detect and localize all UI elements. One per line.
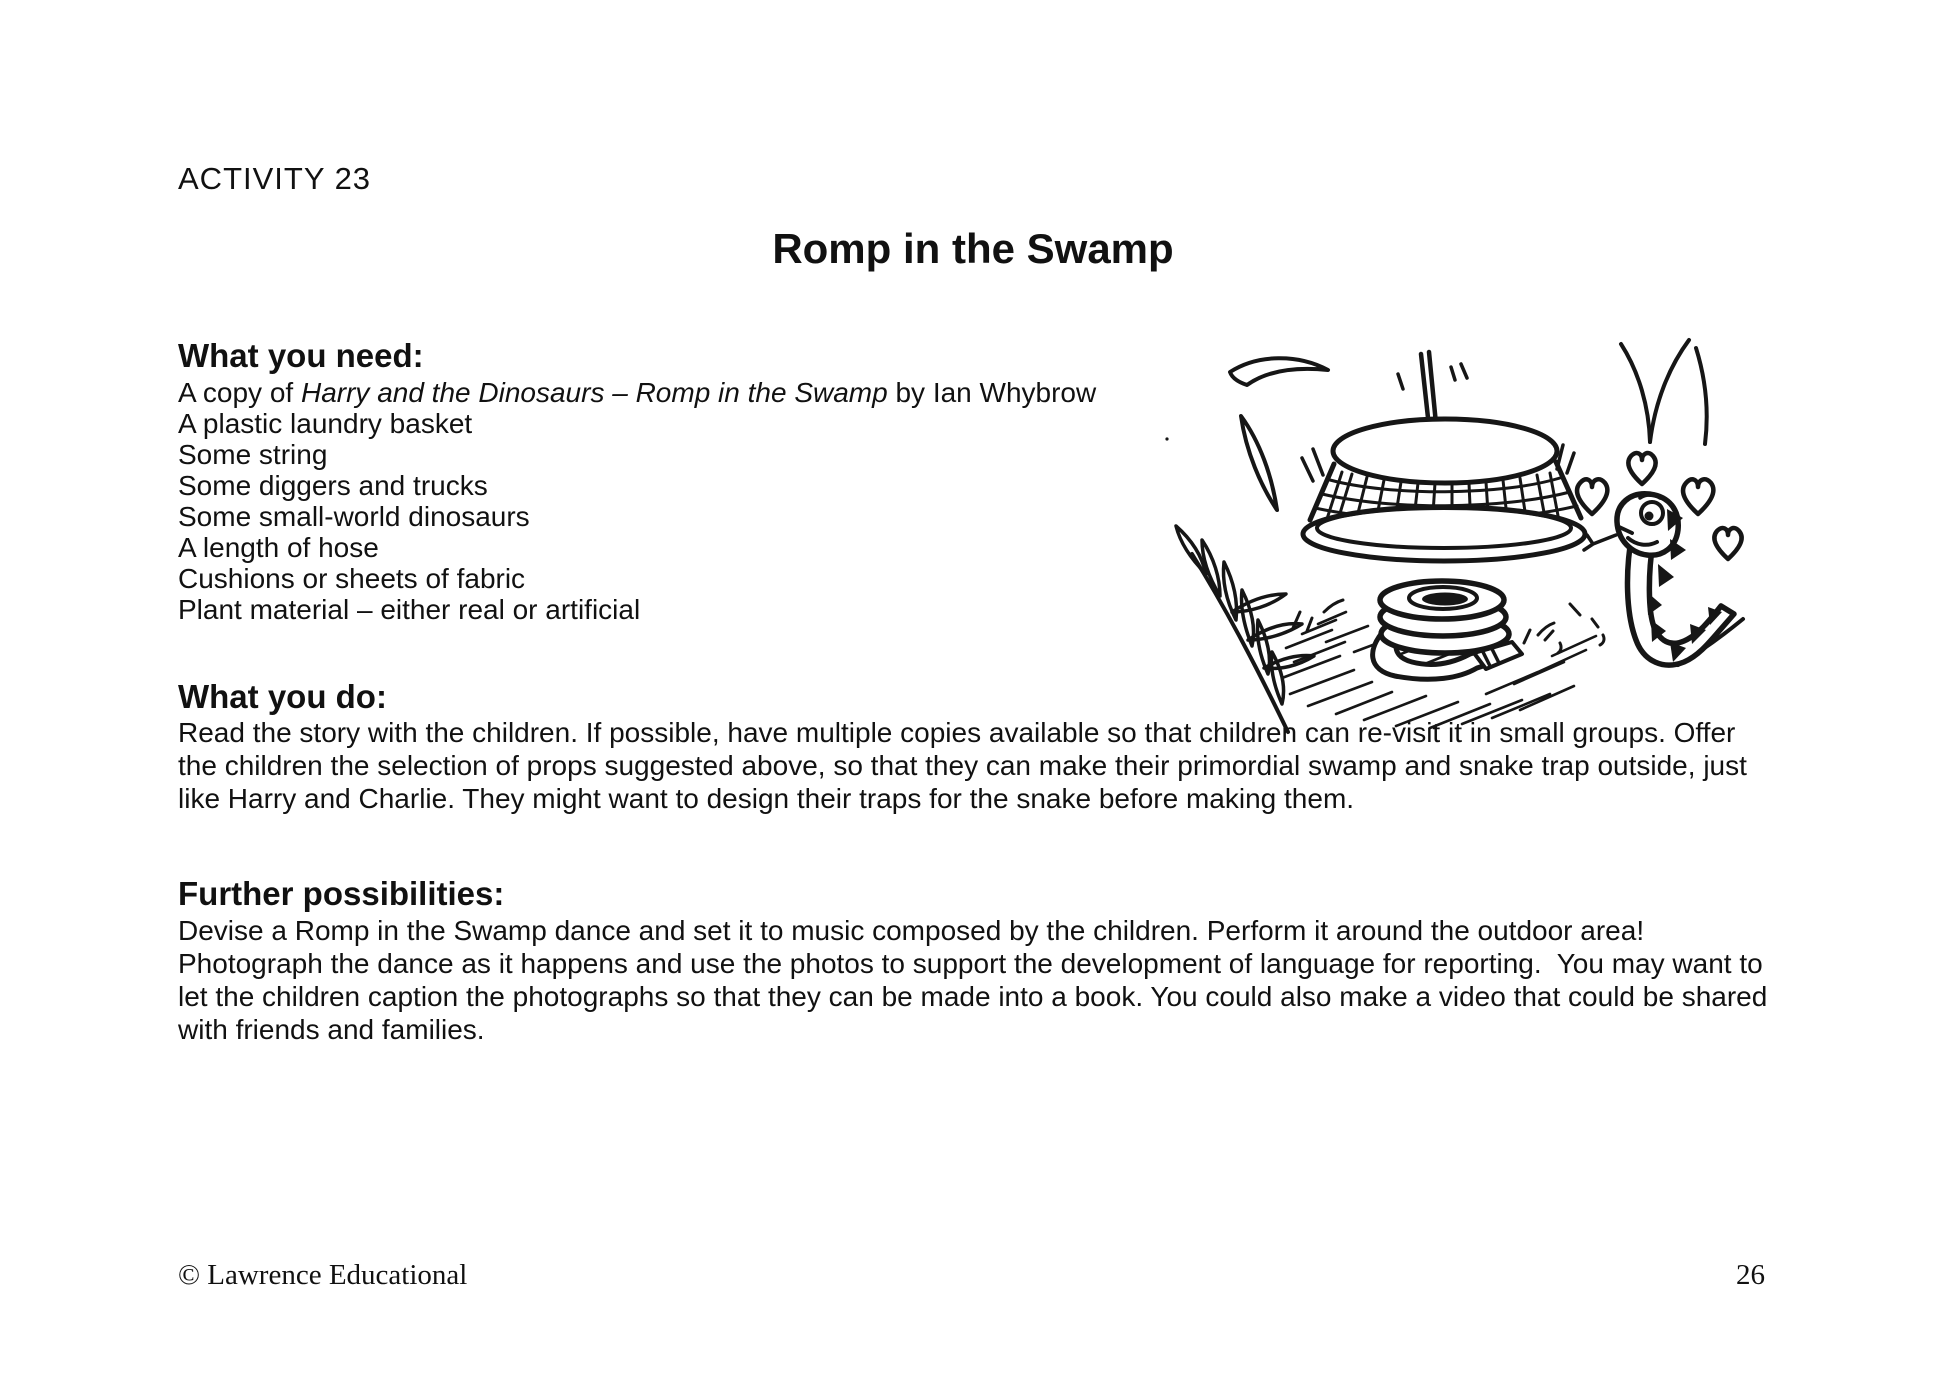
further-possibilities-heading: Further possibilities: [178,875,505,912]
list-item: A length of hose [178,532,379,563]
book-title-italic: Harry and the Dinosaurs – Romp in the Swamp [300,377,888,408]
grass-tufts-drawing [1524,604,1604,653]
paragraph-line: Read the story with the children. If possible, have multiple copies available so that children can re-visit it in small groups. Offer [178,717,1736,748]
page-number: 26 [1736,1259,1765,1291]
paragraph-line: like Harry and Charlie. They might want to design their traps for the snake before making them. [178,783,1355,814]
further-possibilities-paragraph [178,914,1767,1046]
list-item: Plant material – either real or artificial [178,594,641,625]
snake-trap-illustration [1140,312,1760,772]
list-item: Some string [178,439,328,470]
snake-drawing [1584,494,1743,665]
leaves-top-right-drawing [1621,340,1707,444]
copyright-text: © Lawrence Educational [178,1259,468,1291]
activity-number-label: ACTIVITY 23 [178,161,372,196]
list-item-book [178,377,1096,408]
list-item: Cushions or sheets of fabric [178,563,526,594]
paragraph-line: the children the selection of props suggested above, so that they can make their primordial swamp and snake trap outside, just [178,750,1747,781]
what-you-need-heading: What you need: [178,337,424,374]
basket-drawing [1302,352,1585,561]
book-line-prefix: A copy of [178,377,301,408]
ink-speck [1165,437,1168,440]
paragraph-line: let the children caption the photographs so that they can be made into a book. You could also make a video that could be shared [178,981,1768,1012]
list-item: Some diggers and trucks [178,470,488,501]
snake-tongue [1584,535,1616,550]
paragraph-line: Photograph the dance as it happens and use the photos to support the development of language for reporting. You may want to [178,948,1763,979]
list-item: A plastic laundry basket [178,408,473,439]
page-title: Romp in the Swamp [772,225,1174,272]
leaves-top-left-drawing [1230,358,1328,510]
paragraph-line: Devise a Romp in the Swamp dance and set it to music composed by the children. Perform it around the outdoor area! [178,915,1645,946]
book-line-suffix: by Ian Whybrow [887,377,1097,408]
what-you-do-heading: What you do: [178,678,387,715]
list-item: Some small-world dinosaurs [178,501,530,532]
what-you-need-list [178,377,1096,625]
paragraph-line: with friends and families. [178,1014,485,1045]
hose-drawing [1373,581,1522,679]
